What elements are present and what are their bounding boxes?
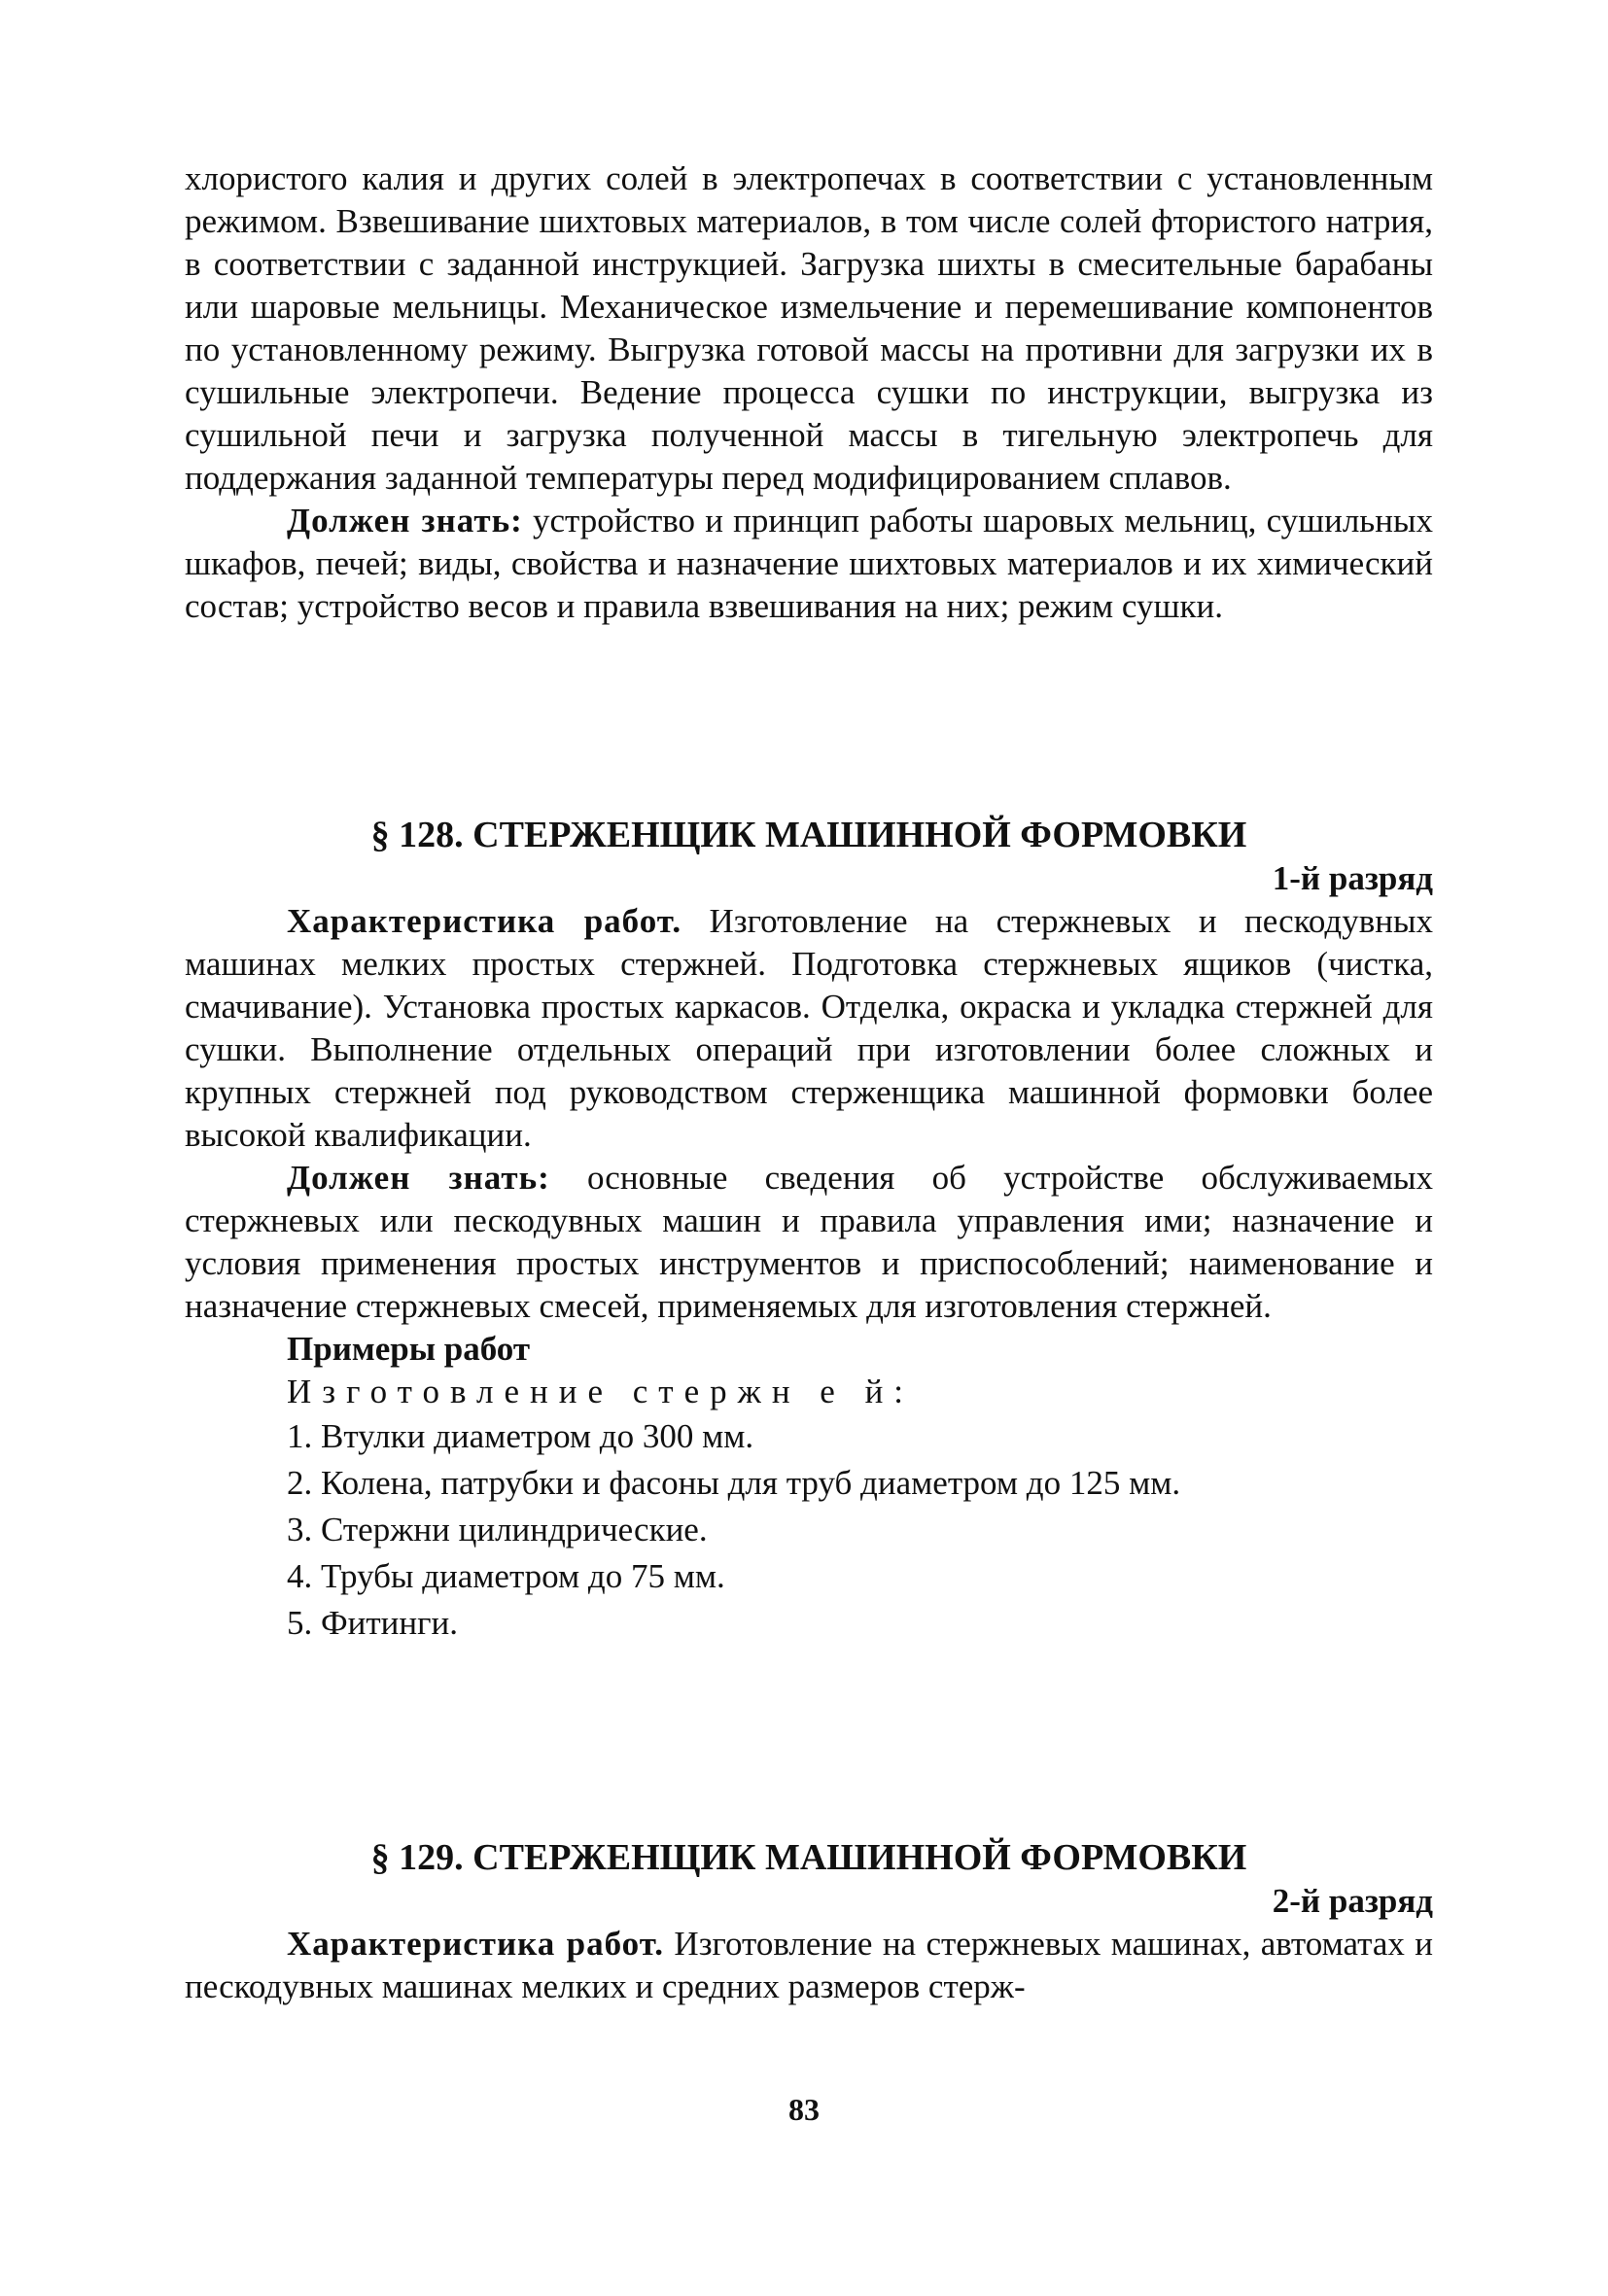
must-know-label: Должен знать:: [287, 502, 523, 539]
page-number: 83: [788, 2092, 820, 2127]
section-129-grade: 2-й разряд: [1272, 1882, 1433, 1920]
list-item: 1. Втулки диаметром до 300 мм.: [287, 1417, 754, 1455]
characteristics-label: Характеристика работ.: [287, 1925, 665, 1963]
section-128-characteristics: [185, 900, 1433, 1157]
must-know-text: основные сведения об устройстве обслуживаемых стержневых или пескодувных машин и правила управления ими; назначение и условия применения простых инструментов и приспособлений; наименование и назначение стержневых смесей, применяемых для изготовления стержней.: [185, 1159, 1433, 1325]
characteristics-text: Изготовление на стержневых машинах, автоматах и пескодувных машинах мелких и средних размеров стерж-: [185, 1925, 1433, 2005]
list-item: 5. Фитинги.: [287, 1604, 458, 1642]
list-item: 3. Стержни цилиндрические.: [287, 1511, 708, 1548]
list-item: 2. Колена, патрубки и фасоны для труб диаметром до 125 мм.: [287, 1464, 1181, 1502]
intro-block: [185, 157, 1433, 628]
intro-must-know-paragraph: [185, 500, 1433, 628]
list-item: 4. Трубы диаметром до 75 мм.: [287, 1557, 725, 1595]
characteristics-text: Изготовление на стержневых и пескодувных машинах мелких простых стержней. Подготовка стержневых ящиков (чистка, смачивание). Установка простых каркасов. Отделка, окраска и укладка стержней для сушки. Выполнение отдельных операций при изготовлении более сложных и крупных стержней под руководством стерженщика машинной формовки более высокой квалификации.: [185, 902, 1433, 1154]
section-129: [185, 1835, 1433, 2008]
examples-subtitle: Изготовление стержн е й:: [287, 1373, 915, 1410]
section-128-must-know: [185, 1157, 1433, 1328]
section-128: [185, 813, 1433, 1647]
characteristics-label: Характеристика работ.: [287, 902, 682, 940]
must-know-label: Должен знать:: [287, 1159, 550, 1197]
must-know-text: устройство и принцип работы шаровых мельниц, сушильных шкафов, печей; виды, свойства и назначение шихтовых материалов и их химический состав; устройство весов и правила взвешивания на них; режим сушки.: [185, 502, 1433, 625]
section-128-grade: 1-й разряд: [1272, 859, 1433, 897]
intro-paragraph: хлористого калия и других солей в электропечах в соответствии с установленным режимом. Взвешивание шихтовых материалов, в том числе солей фтористого натрия, в соответствии с заданной инструкцией. Загрузка шихты в смесительные барабаны или шаровые мельницы. Механическое измельчение и перемешивание компонентов по установленному режиму. Выгрузка готовой массы на противни для загрузки их в сушильные электропечи. Ведение процесса сушки по инструкции, выгрузка из сушильной печи и загрузка полученной массы в тигельную электропечь для поддержания заданной температуры перед модифицированием сплавов.: [185, 159, 1433, 497]
section-128-heading: § 128. СТЕРЖЕНЩИК МАШИННОЙ ФОРМОВКИ: [370, 815, 1247, 855]
section-129-characteristics: [185, 1923, 1433, 2008]
examples-title: Примеры работ: [287, 1330, 531, 1368]
section-129-heading: § 129. СТЕРЖЕНЩИК МАШИННОЙ ФОРМОВКИ: [370, 1837, 1247, 1878]
